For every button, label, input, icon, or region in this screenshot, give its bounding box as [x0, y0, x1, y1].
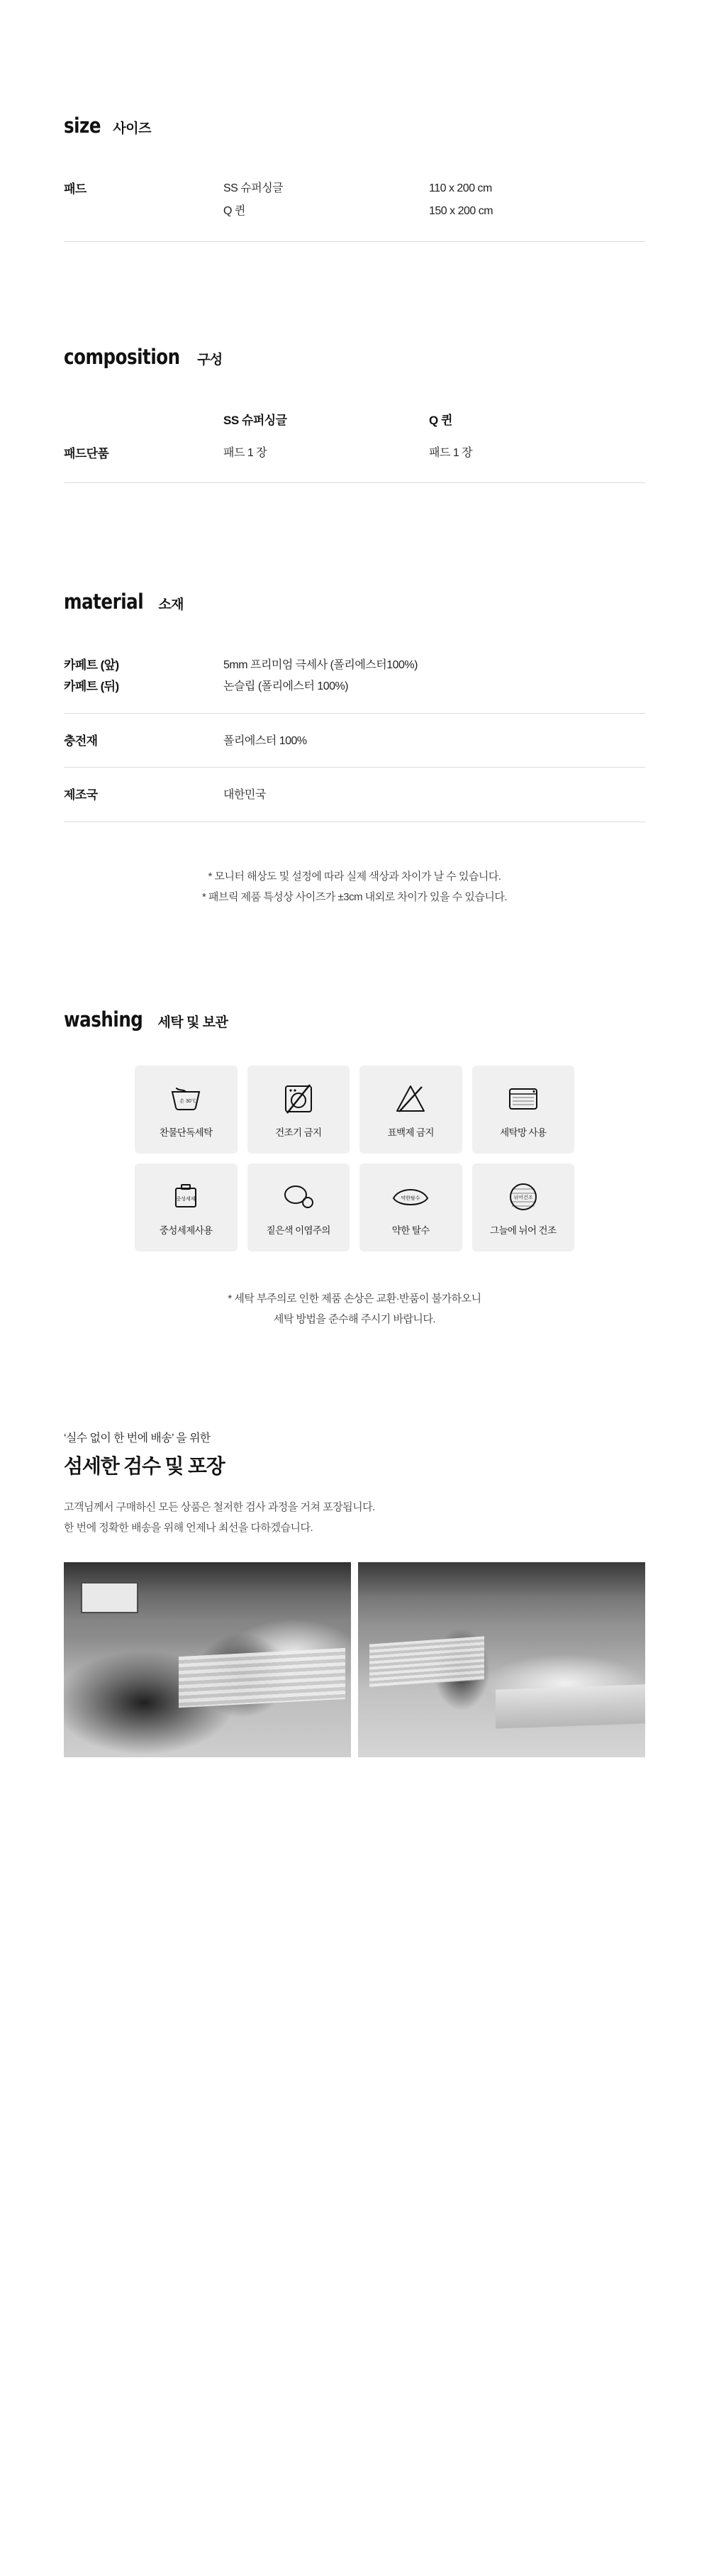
- shade-dry-icon: [505, 1178, 542, 1215]
- washing-care-label: 약한 탈수: [391, 1225, 430, 1236]
- material-heading: [64, 590, 645, 614]
- list-item: Q 퀸: [223, 205, 245, 217]
- page-title: 섬세한 검수 및 포장: [64, 1455, 225, 1477]
- washing-icon-grid: [64, 1066, 645, 1251]
- washing-care-item: [359, 1066, 462, 1154]
- note-line-1: * 모니터 해상도 및 설정에 따라 실제 색상과 차이가 날 수 있습니다.: [208, 870, 501, 883]
- description-line-1: 고객님께서 구매하신 모든 상품은 철저한 검사 과정을 거쳐 포장됩니다.: [64, 1501, 375, 1513]
- washing-care-item: [247, 1066, 350, 1154]
- size-section: [64, 0, 645, 242]
- note-line-2: * 패브릭 제품 특성상 사이즈가 ±3cm 내외로 차이가 있을 수 있습니다.: [201, 891, 507, 904]
- material-label-line-1: 제조국: [64, 788, 98, 802]
- size-variant-list: [223, 177, 429, 223]
- list-item: SS 슈퍼싱글: [223, 182, 284, 194]
- washing-care-label: 찬물단독세탁: [159, 1127, 213, 1138]
- composition-row-label: 패드단품: [64, 447, 109, 460]
- washing-care-label: 세탁망 사용: [500, 1127, 547, 1138]
- material-value-line-1: 5mm 프리미엄 극세사 (폴리에스터100%): [223, 659, 418, 671]
- size-row-label: 패드: [64, 182, 86, 196]
- gentle-spin-icon: [389, 1178, 432, 1215]
- washing-care-item: [135, 1066, 238, 1154]
- material-heading-en: material: [64, 590, 144, 614]
- washing-heading-ko: 세탁 및 보관: [157, 1015, 228, 1030]
- column-header-blank: [64, 410, 223, 428]
- material-value-line-2: 논슬립 (폴리에스터 100%): [223, 680, 349, 692]
- laundry-net-icon: [506, 1080, 541, 1117]
- table-row: [64, 443, 645, 482]
- column-header-ss: SS 슈퍼싱글: [223, 414, 287, 427]
- washing-care-label: 그늘에 뉘어 건조: [490, 1225, 557, 1236]
- size-dimension-list: [429, 177, 645, 223]
- composition-cell-q: 패드 1 장: [429, 447, 473, 459]
- svg-text:중성세제: 중성세제: [176, 1196, 196, 1202]
- material-label-line-1: 카페트 (앞): [64, 658, 119, 672]
- material-table: [64, 655, 645, 822]
- table-row: [64, 731, 645, 768]
- column-header-q: Q 퀸: [429, 414, 452, 427]
- no-tumble-dry-icon: [281, 1080, 316, 1117]
- composition-table: [64, 410, 645, 483]
- note-line-2: 세탁 방법을 준수해 주시기 바랍니다.: [273, 1312, 436, 1325]
- table-row: [64, 655, 645, 714]
- material-heading-ko: 소재: [158, 597, 184, 612]
- material-notes: [64, 866, 645, 908]
- washing-care-item: [472, 1163, 575, 1251]
- washing-care-item: [135, 1163, 238, 1251]
- washing-heading-en: washing: [64, 1007, 143, 1032]
- material-row-value: [223, 731, 645, 752]
- washing-care-item: [472, 1066, 575, 1154]
- composition-heading-en: composition: [64, 345, 180, 369]
- packing-subtitle: ‘실수 없이 한 번에 배송’ 을 위한: [64, 1432, 211, 1444]
- size-heading-en: size: [64, 114, 101, 138]
- list-item: 110 x 200 cm: [429, 182, 492, 194]
- material-row-label: [64, 785, 223, 806]
- svg-text:손 30℃: 손 30℃: [179, 1098, 196, 1104]
- material-row-value: [223, 655, 645, 697]
- hand-wash-basin-icon: [167, 1080, 205, 1117]
- composition-heading-ko: 구성: [197, 353, 223, 367]
- no-bleach-icon: [392, 1080, 429, 1117]
- color-bleed-warning-icon: [279, 1178, 318, 1215]
- packing-photo-gallery: [64, 1562, 645, 1757]
- washing-note: [64, 1288, 645, 1330]
- material-row-label: [64, 655, 223, 697]
- packing-photo-1: [64, 1562, 351, 1757]
- packing-photo-2: [358, 1562, 645, 1757]
- list-item: 150 x 200 cm: [429, 205, 493, 217]
- table-header-row: [64, 410, 645, 443]
- material-label-line-1: 충전재: [64, 734, 98, 748]
- neutral-detergent-icon: [169, 1178, 202, 1215]
- material-row-value: [223, 785, 645, 806]
- washing-care-label: 중성세제사용: [159, 1225, 213, 1236]
- washing-care-label: 건조기 금지: [275, 1127, 322, 1138]
- washing-care-label: 짙은색 이염주의: [266, 1225, 330, 1236]
- size-heading-ko: 사이즈: [113, 121, 151, 136]
- size-table: [64, 177, 645, 242]
- material-label-line-2: 카페트 (뒤): [64, 679, 119, 693]
- material-value-line-1: 폴리에스터 100%: [223, 734, 307, 747]
- size-heading: [64, 114, 645, 138]
- table-row: [64, 177, 645, 223]
- washing-care-item: [359, 1163, 462, 1251]
- table-row: [64, 785, 645, 822]
- washing-care-item: [247, 1163, 350, 1251]
- note-line-1: * 세탁 부주의로 인한 제품 손상은 교환·반품이 불가하오니: [228, 1292, 481, 1305]
- description-line-2: 한 번에 정확한 배송을 위해 언제나 최선을 다하겠습니다.: [64, 1521, 313, 1534]
- washing-section: [64, 908, 645, 1330]
- svg-text:뉘어건조: 뉘어건조: [513, 1195, 533, 1200]
- packing-section: [64, 1330, 645, 1878]
- svg-text:약한탈수: 약한탈수: [401, 1195, 420, 1201]
- washing-care-label: 표백제 금지: [387, 1127, 434, 1138]
- washing-heading: [64, 1007, 645, 1032]
- material-value-line-1: 대한민국: [223, 789, 266, 802]
- composition-cell-ss: 패드 1 장: [223, 447, 267, 459]
- packing-description: [64, 1498, 645, 1538]
- composition-section: [64, 242, 645, 483]
- material-section: [64, 483, 645, 908]
- material-row-label: [64, 731, 223, 752]
- composition-heading: [64, 345, 645, 369]
